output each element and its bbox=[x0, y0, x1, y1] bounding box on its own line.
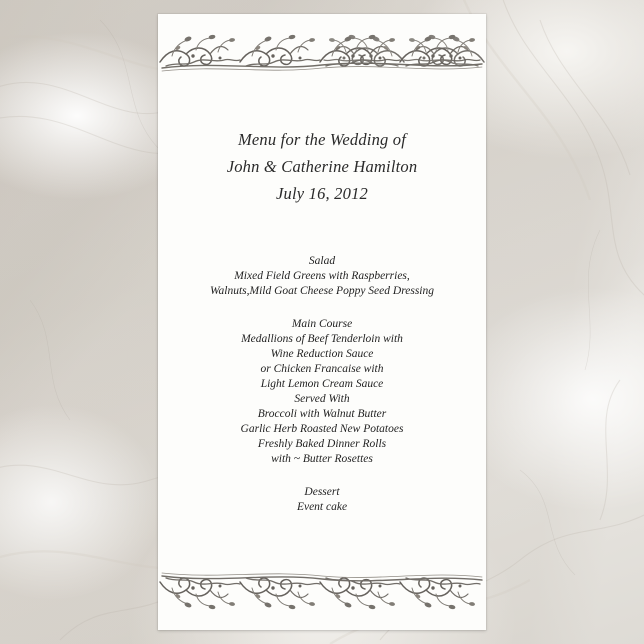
course-line: Garlic Herb Roasted New Potatoes bbox=[240, 423, 404, 435]
course-name: Dessert bbox=[304, 486, 340, 498]
course-name: Salad bbox=[308, 255, 336, 267]
course-line: Wine Reduction Sauce bbox=[270, 348, 374, 360]
course-dessert bbox=[158, 485, 486, 515]
title-block bbox=[158, 126, 486, 207]
course-line: with ~ Butter Rosettes bbox=[271, 453, 373, 465]
course-line: Medallions of Beef Tenderloin with bbox=[241, 333, 403, 345]
floral-scroll-ornament-top bbox=[158, 30, 486, 76]
course-line: Mixed Field Greens with Raspberries, bbox=[234, 270, 410, 282]
course-line: Freshly Baked Dinner Rolls bbox=[257, 438, 387, 450]
course-line: Walnuts,Mild Goat Cheese Poppy Seed Dressing bbox=[209, 285, 434, 297]
wedding-date: July 16, 2012 bbox=[276, 184, 368, 203]
course-list bbox=[158, 254, 486, 533]
course-line: or Chicken Francaise with bbox=[260, 363, 384, 375]
course-line: Event cake bbox=[296, 501, 348, 513]
page-title: Menu for the Wedding of bbox=[237, 130, 407, 149]
course-line: Light Lemon Cream Sauce bbox=[260, 378, 384, 390]
course-line: Served With bbox=[294, 393, 350, 405]
course-name: Main Course bbox=[291, 318, 353, 330]
floral-scroll-ornament-bottom bbox=[158, 568, 486, 614]
course-line: Broccoli with Walnut Butter bbox=[257, 408, 387, 420]
menu-card bbox=[158, 14, 486, 630]
course-main bbox=[158, 317, 486, 467]
couple-names: John & Catherine Hamilton bbox=[226, 157, 418, 176]
course-salad bbox=[158, 254, 486, 299]
